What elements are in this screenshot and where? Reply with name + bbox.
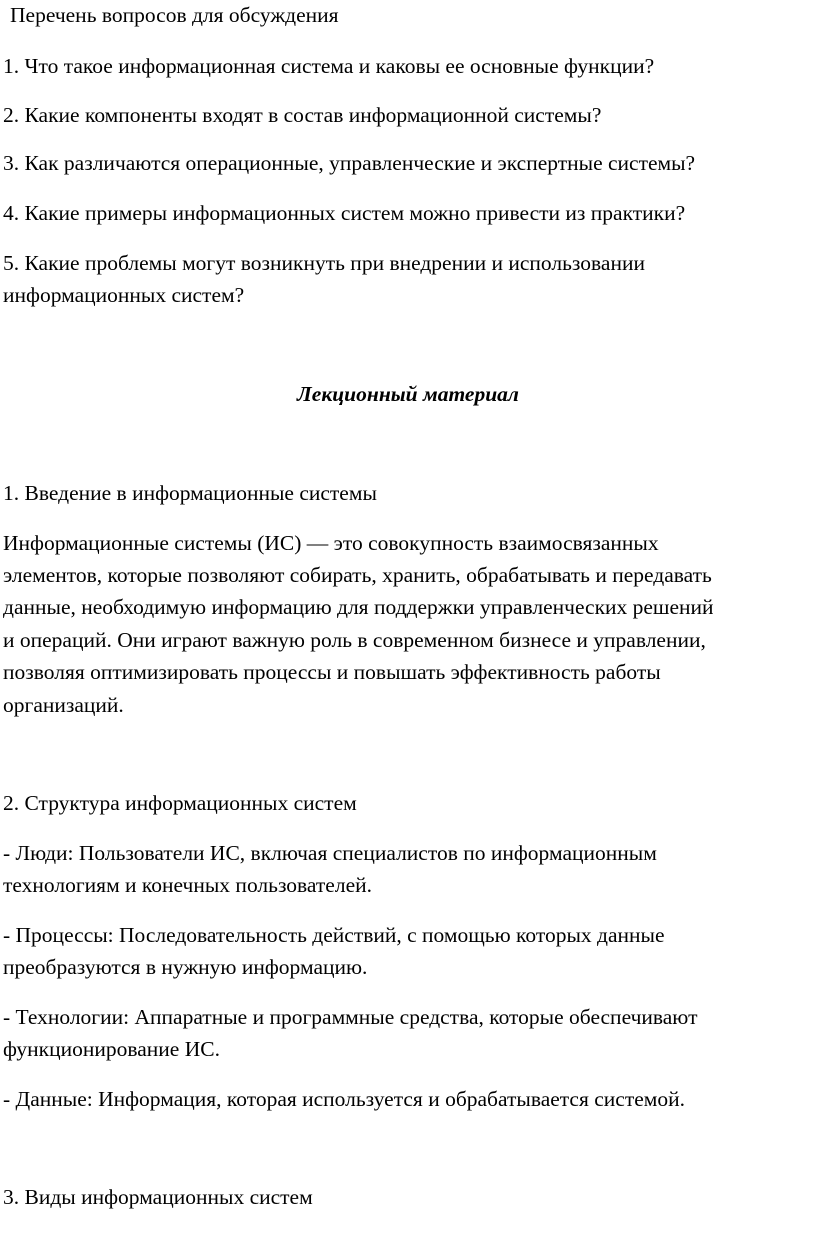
section-1-paragraph-line-2: элементов, которые позволяют собирать, хранить, обрабатывать и передавать (3, 563, 712, 587)
discussion-heading: Перечень вопросов для обсуждения (10, 3, 339, 27)
section-1-heading: 1. Введение в информационные системы (3, 481, 377, 505)
section-2-technologies-line-2: функционирование ИС. (3, 1037, 220, 1061)
question-1: 1. Что такое информационная система и каковы ее основные функции? (3, 54, 655, 78)
section-1-paragraph-line-5: позволяя оптимизировать процессы и повышать эффективность работы (3, 660, 661, 684)
section-1-paragraph-line-6: организаций. (3, 693, 124, 717)
lecture-title: Лекционный материал (297, 382, 519, 406)
section-2-people-line-2: технологиям и конечных пользователей. (3, 873, 373, 897)
section-2-heading: 2. Структура информационных систем (3, 791, 357, 815)
section-1-paragraph-line-3: данные, необходимую информацию для поддержки управленческих решений (3, 595, 714, 619)
question-2: 2. Какие компоненты входят в состав информационной системы? (3, 103, 602, 127)
section-2-data-line-1: - Данные: Информация, которая используется и обрабатывается системой. (3, 1087, 686, 1111)
section-1-paragraph-line-4: и операций. Они играют важную роль в современном бизнесе и управлении, (3, 628, 706, 652)
question-5-line-1: 5. Какие проблемы могут возникнуть при внедрении и использовании (3, 251, 645, 275)
question-3: 3. Как различаются операционные, управленческие и экспертные системы? (3, 151, 696, 175)
section-2-processes-line-2: преобразуются в нужную информацию. (3, 955, 368, 979)
section-2-people-line-1: - Люди: Пользователи ИС, включая специалистов по информационным (3, 841, 657, 865)
question-5-line-2: информационных систем? (3, 283, 245, 307)
section-3-heading: 3. Виды информационных систем (3, 1185, 313, 1209)
section-2-technologies-line-1: - Технологии: Аппаратные и программные средства, которые обеспечивают (3, 1005, 698, 1029)
question-4: 4. Какие примеры информационных систем можно привести из практики? (3, 201, 686, 225)
section-2-processes-line-1: - Процессы: Последовательность действий, с помощью которых данные (3, 923, 665, 947)
section-1-paragraph-line-1: Информационные системы (ИС) — это совокупность взаимосвязанных (3, 531, 659, 555)
